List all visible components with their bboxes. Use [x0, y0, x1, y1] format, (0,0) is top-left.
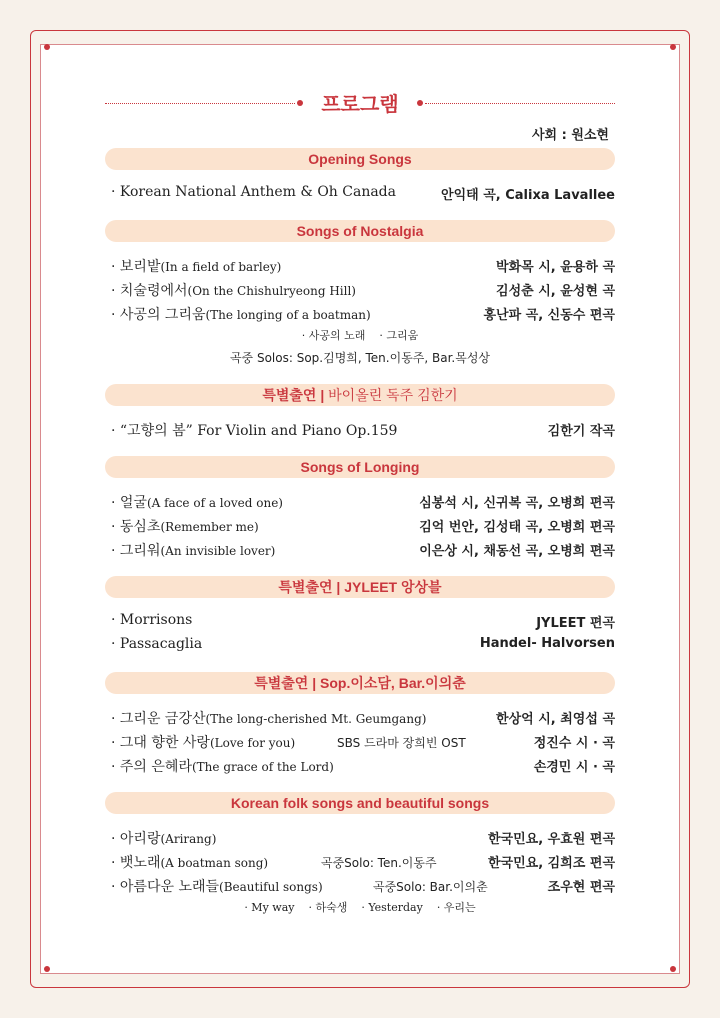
item-credit: 홍난파 곡, 신동수 편곡 — [483, 308, 615, 323]
program-item — [105, 182, 615, 206]
item-credit: 심봉석 시, 신귀복 곡, 오병희 편곡 — [419, 496, 615, 511]
item-title-ko: · 사공의 그리움 — [111, 307, 206, 323]
item-title-en: (Remember me) — [160, 520, 259, 534]
item-title-ko: · 보리밭 — [111, 259, 161, 275]
program-item — [105, 514, 615, 538]
item-title: · “고향의 봄” For Violin and Piano Op.159 — [111, 423, 398, 439]
item-title — [111, 852, 268, 872]
item-title — [111, 876, 323, 896]
item-title-ko: · 아름다운 노래들 — [111, 879, 220, 895]
section-heading-nostalgia: Songs of Nostalgia — [105, 220, 615, 242]
item-title-ko: · 치술령에서 — [111, 283, 188, 299]
item-credit: 정진수 시 · 곡 — [533, 736, 615, 751]
item-credit: 손경민 시 · 곡 — [533, 760, 615, 775]
item-title: · Korean National Anthem & Oh Canada — [111, 184, 396, 200]
page-title: 프로그램 — [321, 92, 399, 116]
item-title: · Passacaglia — [111, 636, 203, 652]
sub-item: · 그리움 — [379, 329, 419, 342]
program-item — [105, 254, 615, 278]
program-item — [105, 302, 615, 326]
item-note: 곡중Solo: Bar.이의춘 — [373, 880, 488, 894]
item-credit: Handel- Halvorsen — [479, 636, 615, 651]
item-title-en: (Arirang) — [160, 832, 217, 846]
item-title-en: (An invisible lover) — [160, 544, 276, 558]
item-credit: 한상억 시, 최영섭 곡 — [496, 712, 615, 727]
sub-item: · 사공의 노래 — [301, 329, 366, 342]
program-item — [105, 538, 615, 562]
program-content — [105, 86, 615, 918]
item-note: SBS 드라마 장희빈 OST — [337, 736, 466, 750]
heading-sub: 바이올린 독주 김한기 — [324, 387, 458, 403]
item-title-en: (The longing of a boatman) — [205, 308, 371, 322]
item-title-ko: · 그리운 금강산 — [111, 711, 206, 727]
title-bullet-right — [417, 100, 423, 106]
item-title-en: (The grace of the Lord) — [191, 760, 334, 774]
item-title — [111, 492, 283, 512]
section-heading-longing: Songs of Longing — [105, 456, 615, 478]
item-title-en: (Beautiful songs) — [219, 880, 323, 894]
corner-dot — [670, 44, 676, 50]
item-title — [111, 304, 371, 324]
item-title-en: (A face of a loved one) — [146, 496, 283, 510]
corner-dot — [44, 966, 50, 972]
program-item — [105, 610, 615, 634]
item-title-en: (On the Chishulryeong Hill) — [187, 284, 356, 298]
item-title — [111, 828, 216, 848]
program-item — [105, 490, 615, 514]
item-credit: 안익태 곡, Calixa Lavallee — [441, 188, 615, 203]
program-item — [105, 706, 615, 730]
item-title — [111, 256, 281, 276]
solos-line: 곡중 Solos: Sop.김명희, Ten.이동주, Bar.목성상 — [229, 351, 491, 365]
item-credit: 김억 번안, 김성태 곡, 오병희 편곡 — [419, 520, 615, 535]
sub-items — [105, 326, 615, 346]
program-item — [105, 418, 615, 442]
item-title-ko: · 주의 은혜라 — [111, 759, 192, 775]
section-heading-vocal-guests: 특별출연 | Sop.이소담, Bar.이의춘 — [105, 672, 615, 694]
program-item — [105, 874, 615, 898]
program-item — [105, 634, 615, 658]
item-title — [111, 540, 275, 560]
item-title — [111, 756, 334, 776]
item-credit: JYLEET 편곡 — [536, 616, 615, 631]
program-item — [105, 850, 615, 874]
corner-dot — [44, 44, 50, 50]
item-title-ko: · 동심초 — [111, 519, 161, 535]
item-credit: 김성춘 시, 윤성현 곡 — [496, 284, 615, 299]
item-title-ko: · 아리랑 — [111, 831, 161, 847]
sub-item: · My way — [244, 901, 295, 914]
item-title-ko: · 뱃노래 — [111, 855, 161, 871]
corner-dot — [670, 966, 676, 972]
item-title — [111, 516, 259, 536]
item-credit: 김한기 작곡 — [547, 424, 615, 439]
item-title-ko: · 그대 향한 사랑 — [111, 735, 210, 751]
program-item — [105, 730, 615, 754]
item-title-ko: · 얼굴 — [111, 495, 147, 511]
item-title — [111, 732, 295, 752]
heading-main: 특별출연 | — [262, 387, 325, 403]
program-item — [105, 278, 615, 302]
title-row — [105, 86, 615, 122]
section-heading-opening-songs: Opening Songs — [105, 148, 615, 170]
item-credit: 이은상 시, 채동선 곡, 오병희 편곡 — [419, 544, 615, 559]
item-credit: 박화목 시, 윤용하 곡 — [496, 260, 615, 275]
section-heading-violin — [105, 384, 615, 406]
sub-item: · 우리는 — [436, 901, 476, 914]
section-heading-folk-songs: Korean folk songs and beautiful songs — [105, 792, 615, 814]
section-heading-jyleet: 특별출연 | JYLEET 앙상블 — [105, 576, 615, 598]
item-title-en: (A boatman song) — [160, 856, 269, 870]
item-credit: 조우현 편곡 — [547, 880, 615, 895]
item-title — [111, 708, 426, 728]
title-divider-right — [425, 103, 615, 104]
item-title-en: (In a field of barley) — [160, 260, 282, 274]
item-note: 곡중Solo: Ten.이동주 — [321, 856, 437, 870]
item-title-en: (The long-cherished Mt. Geumgang) — [205, 712, 427, 726]
item-title-ko: · 그리워 — [111, 543, 161, 559]
item-title — [111, 280, 356, 300]
item-title: · Morrisons — [111, 612, 193, 628]
sub-items — [105, 898, 615, 918]
item-credit: 한국민요, 우효원 편곡 — [487, 832, 615, 847]
item-title-en: (Love for you) — [209, 736, 296, 750]
item-credit: 한국민요, 김희조 편곡 — [487, 856, 615, 871]
program-item — [105, 826, 615, 850]
sub-item: · Yesterday — [361, 901, 423, 914]
host-line: 사회 : 원소현 — [531, 128, 609, 143]
sub-item: · 하숙생 — [308, 901, 348, 914]
program-item — [105, 754, 615, 778]
